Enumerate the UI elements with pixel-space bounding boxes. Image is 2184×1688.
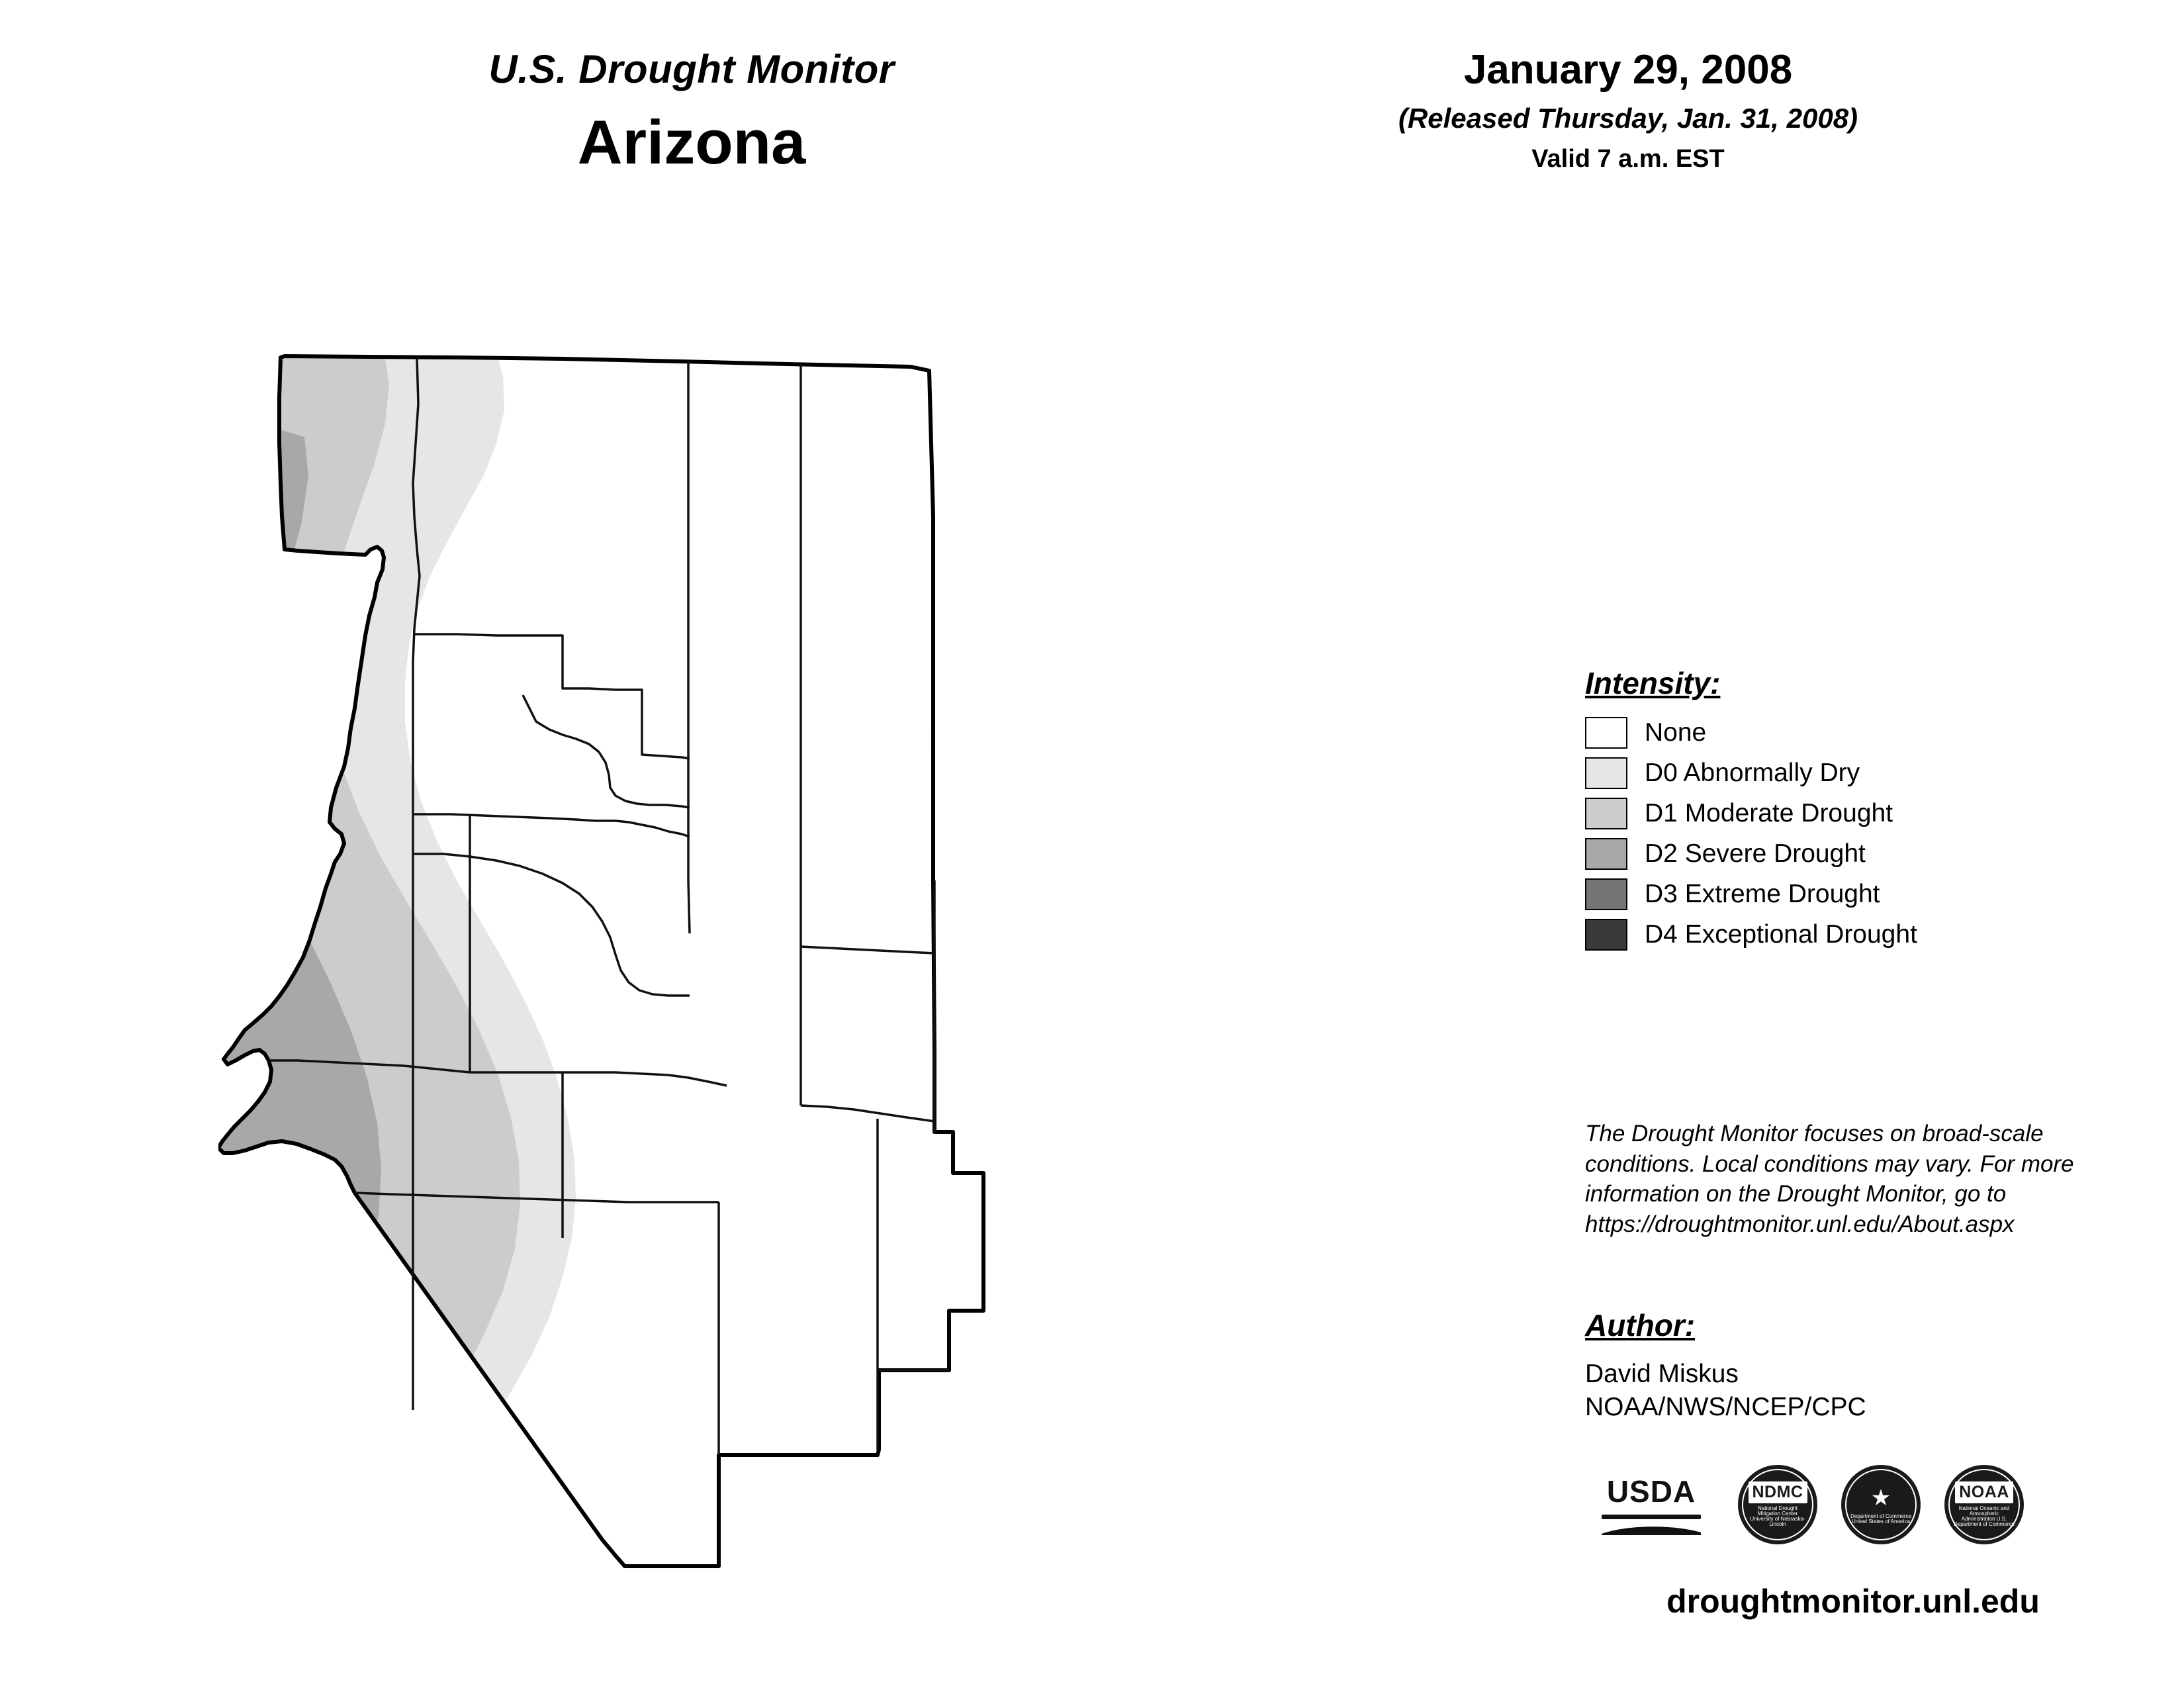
noaa-logo-text: NOAA (1955, 1481, 2013, 1503)
author-affiliation: NOAA/NWS/NCEP/CPC (1585, 1392, 1866, 1421)
legend (1585, 665, 2088, 959)
legend-label-d0: D0 Abnormally Dry (1645, 759, 1860, 787)
author-name: David Miskus (1585, 1360, 1739, 1388)
noaa-logo (1944, 1465, 2024, 1544)
page-title-program: U.S. Drought Monitor (488, 47, 895, 91)
legend-swatch-d0 (1585, 757, 1627, 789)
usda-logo-swoosh (1602, 1523, 1701, 1535)
noaa-logo-caption: National Oceanic and Atmospheric Administration U.S. Department of Commerce (1953, 1505, 2015, 1527)
legend-label-d1: D1 Moderate Drought (1645, 799, 1893, 827)
legend-item-d1 (1585, 798, 2088, 829)
legend-label-d2: D2 Severe Drought (1645, 839, 1866, 868)
usda-logo-bar (1602, 1515, 1701, 1519)
footer-url[interactable]: droughtmonitor.unl.edu (1666, 1583, 2040, 1620)
ndmc-logo-text: NDMC (1749, 1481, 1807, 1503)
map-title-block (278, 46, 1105, 178)
disclaimer-text: The Drought Monitor focuses on broad-scale conditions. Local conditions may vary. For more information on the Drought Monitor, go to https://droughtmonitor.unl.edu/About.aspx (1585, 1121, 2074, 1237)
valid-time: Valid 7 a.m. EST (1531, 145, 1725, 173)
legend-label-none: None (1645, 718, 1707, 747)
usdoc-logo (1841, 1465, 1921, 1544)
map-date-block (1297, 46, 1959, 173)
legend-label-d3: D3 Extreme Drought (1645, 880, 1880, 908)
legend-item-d2 (1585, 838, 2088, 870)
legend-item-d0 (1585, 757, 2088, 789)
author-title: Author: (1585, 1308, 1696, 1342)
eagle-icon: ★ (1870, 1485, 1891, 1511)
legend-title: Intensity: (1585, 666, 1721, 700)
partner-logos (1588, 1460, 2118, 1549)
legend-swatch-d3 (1585, 878, 1627, 910)
legend-swatch-none (1585, 717, 1627, 749)
legend-item-d4 (1585, 919, 2088, 951)
legend-label-d4: D4 Exceptional Drought (1645, 920, 1917, 949)
ndmc-logo (1738, 1465, 1817, 1544)
valid-date: January 29, 2008 (1463, 47, 1793, 93)
usdoc-logo-caption: Department of Commerce United States of America (1850, 1513, 1912, 1524)
legend-swatch-d2 (1585, 838, 1627, 870)
release-date: (Released Thursday, Jan. 31, 2008) (1398, 103, 1858, 134)
legend-swatch-d4 (1585, 919, 1627, 951)
ndmc-logo-caption: National Drought Mitigation Center University of Nebraska-Lincoln (1750, 1505, 1805, 1527)
legend-item-none (1585, 717, 2088, 749)
page-title-state: Arizona (577, 107, 806, 177)
usda-logo-text: USDA (1606, 1474, 1696, 1509)
legend-swatch-d1 (1585, 798, 1627, 829)
usda-logo (1588, 1468, 1714, 1542)
arizona-drought-map (218, 351, 1343, 1622)
author-block (1585, 1307, 2115, 1424)
legend-item-d3 (1585, 878, 2088, 910)
